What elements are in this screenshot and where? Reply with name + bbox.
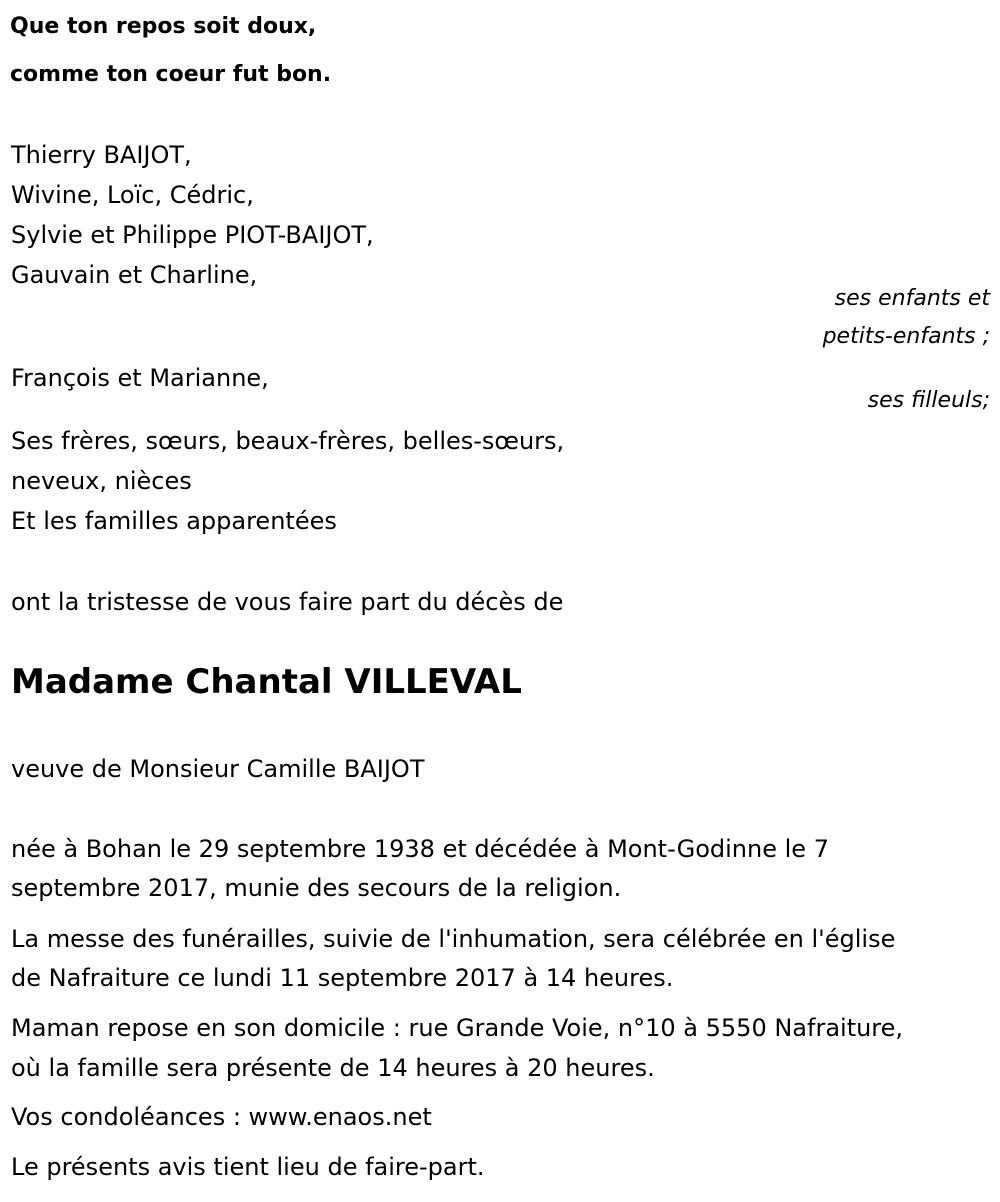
children-role-line-1: ses enfants et (834, 286, 990, 311)
epigraph-line-1: Que ton repos soit doux, (10, 14, 317, 39)
family-member-line: Gauvain et Charline, (11, 261, 258, 289)
siblings-line: Et les familles apparentées (11, 507, 337, 535)
funeral-line-1: La messe des funérailles, suivie de l'inhumation, sera célébrée en l'église (11, 925, 896, 953)
funeral-line-2: de Nafraiture ce lundi 11 septembre 2017 à 14 heures. (11, 964, 674, 992)
rest-line-1: Maman repose en son domicile : rue Grande Voie, n°10 à 5550 Nafraiture, (11, 1014, 904, 1042)
notice-line: Le présents avis tient lieu de faire-part. (11, 1153, 485, 1181)
birth-death-line-1: née à Bohan le 29 septembre 1938 et décédée à Mont-Godinne le 7 (11, 835, 829, 863)
family-member-line: Wivine, Loïc, Cédric, (11, 181, 254, 209)
godchildren-role: ses filleuls; (867, 388, 990, 413)
epigraph-line-2: comme ton coeur fut bon. (10, 62, 332, 87)
siblings-line: neveux, nièces (11, 467, 192, 495)
condolences-line: Vos condoléances : www.enaos.net (11, 1103, 432, 1131)
deceased-name: Madame Chantal VILLEVAL (11, 662, 522, 702)
family-member-line: Thierry BAIJOT, (11, 141, 192, 169)
birth-death-line-2: septembre 2017, munie des secours de la religion. (11, 874, 622, 902)
family-member-line: Sylvie et Philippe PIOT-BAIJOT, (11, 221, 374, 249)
announcement-text: ont la tristesse de vous faire part du décès de (11, 588, 564, 616)
children-role-line-2: petits-enfants ; (822, 324, 990, 349)
rest-line-2: où la famille sera présente de 14 heures à 20 heures. (11, 1054, 655, 1082)
spouse-line: veuve de Monsieur Camille BAIJOT (11, 755, 425, 783)
siblings-line: Ses frères, sœurs, beaux-frères, belles-sœurs, (11, 427, 565, 455)
godchildren-line: François et Marianne, (11, 364, 269, 392)
